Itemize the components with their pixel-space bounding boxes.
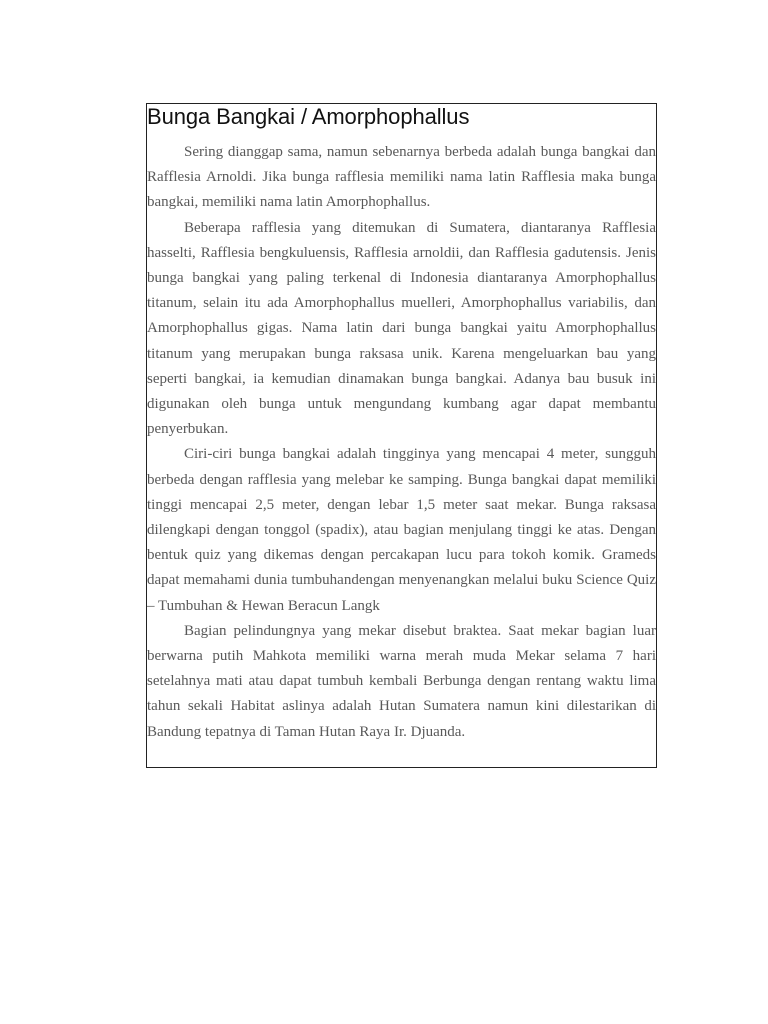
paragraph-intro: Sering dianggap sama, namun sebenarnya berbeda adalah bunga bangkai dan Rafflesia Arnoldi. Jika bunga rafflesia memiliki nama latin Rafflesia maka bunga bangkai, memiliki nama latin Amorphophallus. bbox=[147, 144, 656, 211]
document-title: Bunga Bangkai / Amorphophallus bbox=[147, 104, 470, 129]
text-box bbox=[146, 103, 657, 768]
paragraph-characteristics: Ciri-ciri bunga bangkai adalah tingginya yang mencapai 4 meter, sungguh berbeda dengan rafflesia yang melebar ke samping. Bunga bangkai dapat memiliki tinggi mencapai 2,5 meter, dengan lebar 1,5 meter saat mekar. Bunga raksasa dilengkapi dengan tonggol (spadix), atau bagian menjulang tinggi ke atas. Dengan bentuk quiz yang dikemas dengan percakapan lucu para tokoh komik. Grameds dapat memahami dunia tumbuhandengan menyenangkan melalui buku Science Quiz – Tumbuhan & Hewan Beracun Langk bbox=[147, 446, 656, 614]
paragraph-species: Beberapa rafflesia yang ditemukan di Sumatera, diantaranya Rafflesia hasselti, Rafflesia bengkuluensis, Rafflesia arnoldii, dan Rafflesia gadutensis. Jenis bunga bangkai yang paling terkenal di Indonesia diantaranya Amorphophallus titanum, selain itu ada Amorphophallus muelleri, Amorphophallus variabilis, dan Amorphophallus gigas. Nama latin dari bunga bangkai yaitu Amorphophallus titanum yang merupakan bunga raksasa unik. Karena mengeluarkan bau yang seperti bangkai, ia kemudian dinamakan bunga bangkai. Adanya bau busuk ini digunakan oleh bunga untuk mengundang kumbang agar dapat membantu penyerbukan. bbox=[147, 219, 656, 438]
paragraph-habitat: Bagian pelindungnya yang mekar disebut braktea. Saat mekar bagian luar berwarna putih Mahkota memiliki warna merah muda Mekar selama 7 hari setelahnya mati atau dapat tumbuh kembali Berbunga dengan rentang waktu lima tahun sekali Habitat aslinya adalah Hutan Sumatera namun kini dilestarikan di Bandung tepatnya di Taman Hutan Raya Ir. Djuanda. bbox=[147, 622, 656, 740]
document-body bbox=[147, 140, 656, 745]
